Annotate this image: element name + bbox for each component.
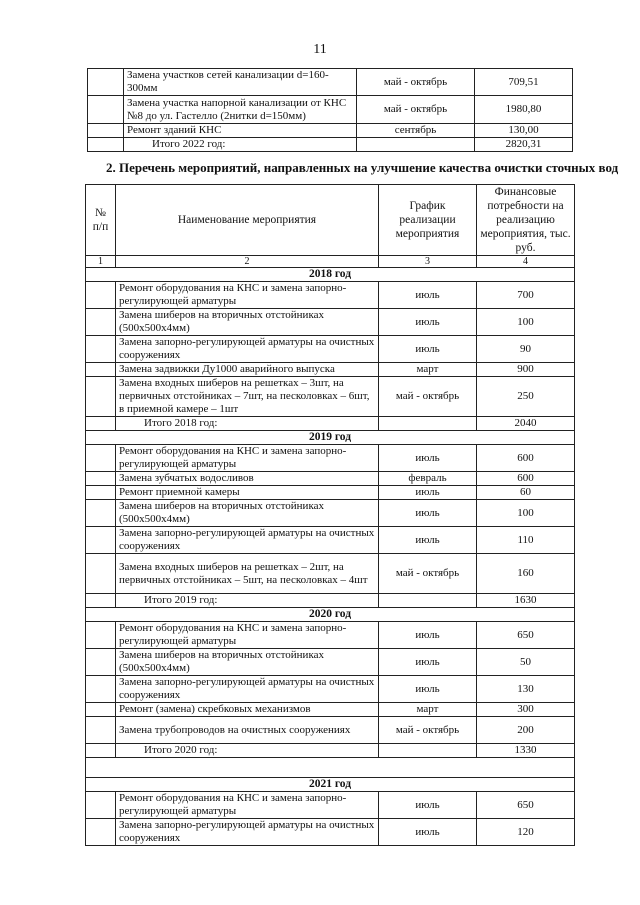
measure-name-cell: Ремонт оборудования на КНС и замена запорно-регулирующей арматуры: [116, 282, 379, 309]
measure-name-cell: Замена шиберов на вторичных отстойниках (500х500х4мм): [116, 309, 379, 336]
header-finance: Финансовые потребности на реализацию мероприятия, тыс. руб.: [477, 185, 575, 256]
column-numbers-row: [86, 256, 575, 268]
row-number-cell: [86, 792, 116, 819]
measure-name-cell: Замена задвижки Ду1000 аварийного выпуска: [116, 363, 379, 377]
amount-cell: 650: [477, 622, 575, 649]
table-row: [86, 309, 575, 336]
amount-cell: 110: [477, 527, 575, 554]
row-number-cell: [88, 96, 124, 124]
schedule-cell: июль: [379, 792, 477, 819]
table-row: [88, 96, 573, 124]
measure-name-cell: Замена запорно-регулирующей арматуры на очистных сооружениях: [116, 527, 379, 554]
year-row: [86, 778, 575, 792]
total-row: [86, 417, 575, 431]
table-row: [86, 717, 575, 744]
schedule-cell: июль: [379, 622, 477, 649]
amount-cell: 600: [477, 445, 575, 472]
table-row: [86, 363, 575, 377]
measure-name-cell: Замена запорно-регулирующей арматуры на очистных сооружениях: [116, 676, 379, 703]
row-number-cell: [86, 594, 116, 608]
schedule-cell: июль: [379, 819, 477, 846]
measure-name-cell: Ремонт приемной камеры: [116, 486, 379, 500]
table-row: [86, 527, 575, 554]
measure-name-cell: Замена входных шиберов на решетках – 3шт, на первичных отстойниках – 7шт, на песколовках – 6шт, в приемной камере – 1шт: [116, 377, 379, 417]
row-number-cell: [86, 282, 116, 309]
schedule-cell: июль: [379, 500, 477, 527]
table-row: [86, 676, 575, 703]
row-number-cell: [88, 69, 124, 96]
total-label: Итого 2019 год:: [116, 594, 379, 608]
amount-cell: 120: [477, 819, 575, 846]
table-row: [86, 649, 575, 676]
row-number-cell: [86, 554, 116, 594]
amount-cell: 90: [477, 336, 575, 363]
year-title: 2020 год: [86, 608, 575, 622]
measure-name-cell: Ремонт зданий КНС: [124, 124, 357, 138]
schedule-cell: май - октябрь: [379, 377, 477, 417]
row-number-cell: [86, 336, 116, 363]
row-number-cell: [86, 744, 116, 758]
amount-cell: 600: [477, 472, 575, 486]
row-number-cell: [86, 363, 116, 377]
schedule-cell: июль: [379, 445, 477, 472]
continuation-table: [87, 68, 573, 152]
amount-cell: 1980,80: [475, 96, 573, 124]
total-label: Итого 2020 год:: [116, 744, 379, 758]
row-number-cell: [88, 124, 124, 138]
schedule-cell: март: [379, 363, 477, 377]
table-row: [86, 486, 575, 500]
header-name: Наименование мероприятия: [116, 185, 379, 256]
row-number-cell: [86, 703, 116, 717]
year-row: [86, 431, 575, 445]
row-number-cell: [86, 445, 116, 472]
measure-name-cell: Ремонт оборудования на КНС и замена запорно-регулирующей арматуры: [116, 622, 379, 649]
section-heading: 2. Перечень мероприятий, направленных на улучшение качества очистки сточных вод: [106, 160, 619, 175]
measure-name-cell: Замена шиберов на вторичных отстойниках (500х500х4мм): [116, 649, 379, 676]
measure-name-cell: Замена трубопроводов на очистных сооружениях: [116, 717, 379, 744]
amount-cell: 900: [477, 363, 575, 377]
spacer-row: [86, 758, 575, 778]
table-row: [86, 282, 575, 309]
table-row: [88, 69, 573, 96]
amount-cell: 100: [477, 500, 575, 527]
header-schedule: График реализации мероприятия: [379, 185, 477, 256]
header-num: № п/п: [86, 185, 116, 256]
total-value: 2820,31: [475, 138, 573, 152]
measure-name-cell: Ремонт (замена) скребковых механизмов: [116, 703, 379, 717]
amount-cell: 130: [477, 676, 575, 703]
total-row: [88, 138, 573, 152]
table-row: [86, 500, 575, 527]
amount-cell: 200: [477, 717, 575, 744]
schedule-cell: [379, 417, 477, 431]
table-row: [86, 703, 575, 717]
schedule-cell: май - октябрь: [357, 69, 475, 96]
measure-name-cell: Замена шиберов на вторичных отстойниках (500х500х4мм): [116, 500, 379, 527]
table-row: [86, 377, 575, 417]
schedule-cell: [357, 138, 475, 152]
total-label: Итого 2022 год:: [124, 138, 357, 152]
table-row: [86, 622, 575, 649]
total-value: 1630: [477, 594, 575, 608]
row-number-cell: [86, 417, 116, 431]
schedule-cell: сентябрь: [357, 124, 475, 138]
row-number-cell: [86, 472, 116, 486]
measure-name-cell: Замена зубчатых водосливов: [116, 472, 379, 486]
table-row: [88, 124, 573, 138]
year-row: [86, 268, 575, 282]
schedule-cell: июль: [379, 649, 477, 676]
row-number-cell: [86, 649, 116, 676]
table-row: [86, 792, 575, 819]
page-number: 11: [313, 42, 327, 57]
amount-cell: 60: [477, 486, 575, 500]
spacer-cell: [86, 758, 575, 778]
col-number: 4: [477, 256, 575, 268]
header-row: [86, 185, 575, 256]
row-number-cell: [86, 377, 116, 417]
amount-cell: 250: [477, 377, 575, 417]
col-number: 1: [86, 256, 116, 268]
schedule-cell: июль: [379, 309, 477, 336]
year-title: 2018 год: [86, 268, 575, 282]
table-row: [86, 819, 575, 846]
schedule-cell: июль: [379, 336, 477, 363]
measure-name-cell: Замена запорно-регулирующей арматуры на очистных сооружениях: [116, 336, 379, 363]
row-number-cell: [86, 527, 116, 554]
schedule-cell: февраль: [379, 472, 477, 486]
col-number: 3: [379, 256, 477, 268]
schedule-cell: июль: [379, 527, 477, 554]
total-value: 1330: [477, 744, 575, 758]
amount-cell: 650: [477, 792, 575, 819]
schedule-cell: июль: [379, 486, 477, 500]
measure-name-cell: Ремонт оборудования на КНС и замена запорно-регулирующей арматуры: [116, 445, 379, 472]
table-row: [86, 554, 575, 594]
measure-name-cell: Замена участка напорной канализации от КНС №8 до ул. Гастелло (2нитки d=150мм): [124, 96, 357, 124]
schedule-cell: [379, 594, 477, 608]
schedule-cell: май - октябрь: [357, 96, 475, 124]
year-row: [86, 608, 575, 622]
row-number-cell: [86, 622, 116, 649]
measure-name-cell: Ремонт оборудования на КНС и замена запорно-регулирующей арматуры: [116, 792, 379, 819]
schedule-cell: март: [379, 703, 477, 717]
amount-cell: 130,00: [475, 124, 573, 138]
amount-cell: 709,51: [475, 69, 573, 96]
row-number-cell: [86, 486, 116, 500]
row-number-cell: [86, 309, 116, 336]
total-row: [86, 744, 575, 758]
total-row: [86, 594, 575, 608]
table-row: [86, 472, 575, 486]
measures-table: [85, 184, 575, 846]
schedule-cell: июль: [379, 282, 477, 309]
measure-name-cell: Замена запорно-регулирующей арматуры на очистных сооружениях: [116, 819, 379, 846]
col-number: 2: [116, 256, 379, 268]
year-title: 2021 год: [86, 778, 575, 792]
row-number-cell: [86, 676, 116, 703]
schedule-cell: май - октябрь: [379, 554, 477, 594]
measure-name-cell: Замена участков сетей канализации d=160-300мм: [124, 69, 357, 96]
measure-name-cell: Замена входных шиберов на решетках – 2шт, на первичных отстойниках – 5шт, на песколовках – 4шт: [116, 554, 379, 594]
row-number-cell: [86, 500, 116, 527]
amount-cell: 100: [477, 309, 575, 336]
table-row: [86, 445, 575, 472]
row-number-cell: [86, 717, 116, 744]
row-number-cell: [88, 138, 124, 152]
schedule-cell: май - октябрь: [379, 717, 477, 744]
row-number-cell: [86, 819, 116, 846]
amount-cell: 160: [477, 554, 575, 594]
amount-cell: 50: [477, 649, 575, 676]
year-title: 2019 год: [86, 431, 575, 445]
schedule-cell: [379, 744, 477, 758]
amount-cell: 700: [477, 282, 575, 309]
table-row: [86, 336, 575, 363]
total-label: Итого 2018 год:: [116, 417, 379, 431]
schedule-cell: июль: [379, 676, 477, 703]
total-value: 2040: [477, 417, 575, 431]
amount-cell: 300: [477, 703, 575, 717]
